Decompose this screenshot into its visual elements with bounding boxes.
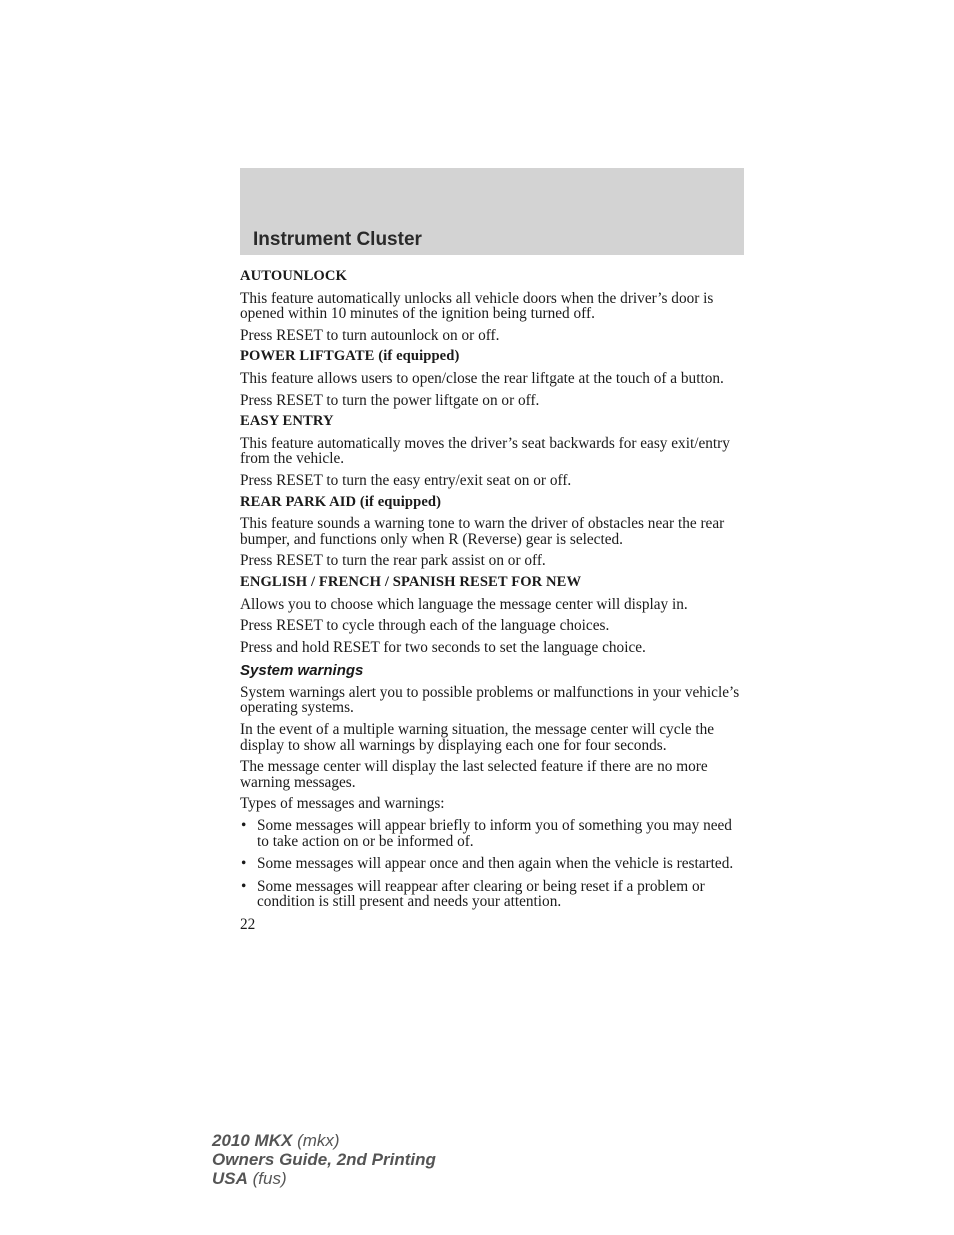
- language-cycle-instruction: Press RESET to cycle through each of the language choices.: [240, 617, 610, 635]
- footer-model: 2010 MKX: [212, 1131, 293, 1150]
- bullet-icon: •: [241, 817, 247, 835]
- footer-line-model: [212, 1131, 436, 1150]
- rear-park-aid-heading: REAR PARK AID (if equipped): [240, 493, 442, 510]
- easy-entry-description: This feature automatically moves the driver’s seat backwards for easy exit/entry from the vehicle.: [240, 434, 730, 468]
- list-item-text: Some messages will appear briefly to inform you of something you may need to take action on or be informed of.: [257, 817, 732, 850]
- section-header-band: [240, 168, 744, 255]
- easy-entry-instruction: Press RESET to turn the easy entry/exit seat on or off.: [240, 471, 572, 489]
- bullet-icon: •: [241, 877, 247, 895]
- page-content: [240, 266, 744, 933]
- list-item-text: Some messages will reappear after clearing or being reset if a problem or condition is still present and needs your attention.: [257, 877, 705, 911]
- page-number: 22: [240, 916, 256, 933]
- warning-types-list: [240, 818, 744, 910]
- system-warnings-multiple: In the event of a multiple warning situation, the message center will cycle the display to show all warnings by displaying each one for four seconds.: [240, 721, 715, 754]
- power-liftgate-heading: POWER LIFTGATE (if equipped): [240, 348, 460, 365]
- bullet-icon: •: [241, 855, 247, 873]
- system-warnings-heading: System warnings: [240, 662, 364, 680]
- system-warnings-last-feature: The message center will display the last selected feature if there are no more warning messages.: [240, 758, 708, 791]
- language-heading: ENGLISH / FRENCH / SPANISH RESET FOR NEW: [240, 573, 582, 590]
- language-description: Allows you to choose which language the message center will display in.: [240, 595, 688, 613]
- power-liftgate-instruction: Press RESET to turn the power liftgate on or off.: [240, 391, 540, 409]
- language-set-instruction: Press and hold RESET for two seconds to set the language choice.: [240, 638, 646, 656]
- footer-line-edition: [212, 1150, 436, 1169]
- list-item-text: Some messages will appear once and then again when the vehicle is restarted.: [257, 855, 734, 873]
- footer-market-code: (fus): [252, 1169, 287, 1188]
- autounlock-instruction: Press RESET to turn autounlock on or off.: [240, 326, 500, 344]
- rear-park-aid-description: This feature sounds a warning tone to warn the driver of obstacles near the rear bumper, and functions only when R (Reverse) gear is selected.: [240, 515, 725, 548]
- footer-line-market: [212, 1169, 436, 1188]
- section-title: Instrument Cluster: [253, 229, 422, 250]
- power-liftgate-description: This feature allows users to open/close the rear liftgate at the touch of a button.: [240, 369, 724, 387]
- list-item: [240, 879, 744, 910]
- rear-park-aid-instruction: Press RESET to turn the rear park assist on or off.: [240, 552, 546, 570]
- autounlock-heading: AUTOUNLOCK: [240, 268, 347, 284]
- easy-entry-heading: EASY ENTRY: [240, 413, 334, 430]
- list-item: [240, 856, 744, 872]
- document-footer: [212, 1131, 436, 1188]
- list-item: [240, 818, 744, 849]
- system-warnings-types-intro: Types of messages and warnings:: [240, 795, 445, 813]
- system-warnings-intro: System warnings alert you to possible problems or malfunctions in your vehicle’s operating systems.: [240, 683, 740, 717]
- autounlock-description: This feature automatically unlocks all vehicle doors when the driver’s door is opened within 10 minutes of the ignition being turned off.: [240, 289, 714, 323]
- footer-market: USA: [212, 1169, 248, 1188]
- footer-model-code: (mkx): [297, 1131, 340, 1150]
- footer-edition: Owners Guide, 2nd Printing: [212, 1150, 436, 1169]
